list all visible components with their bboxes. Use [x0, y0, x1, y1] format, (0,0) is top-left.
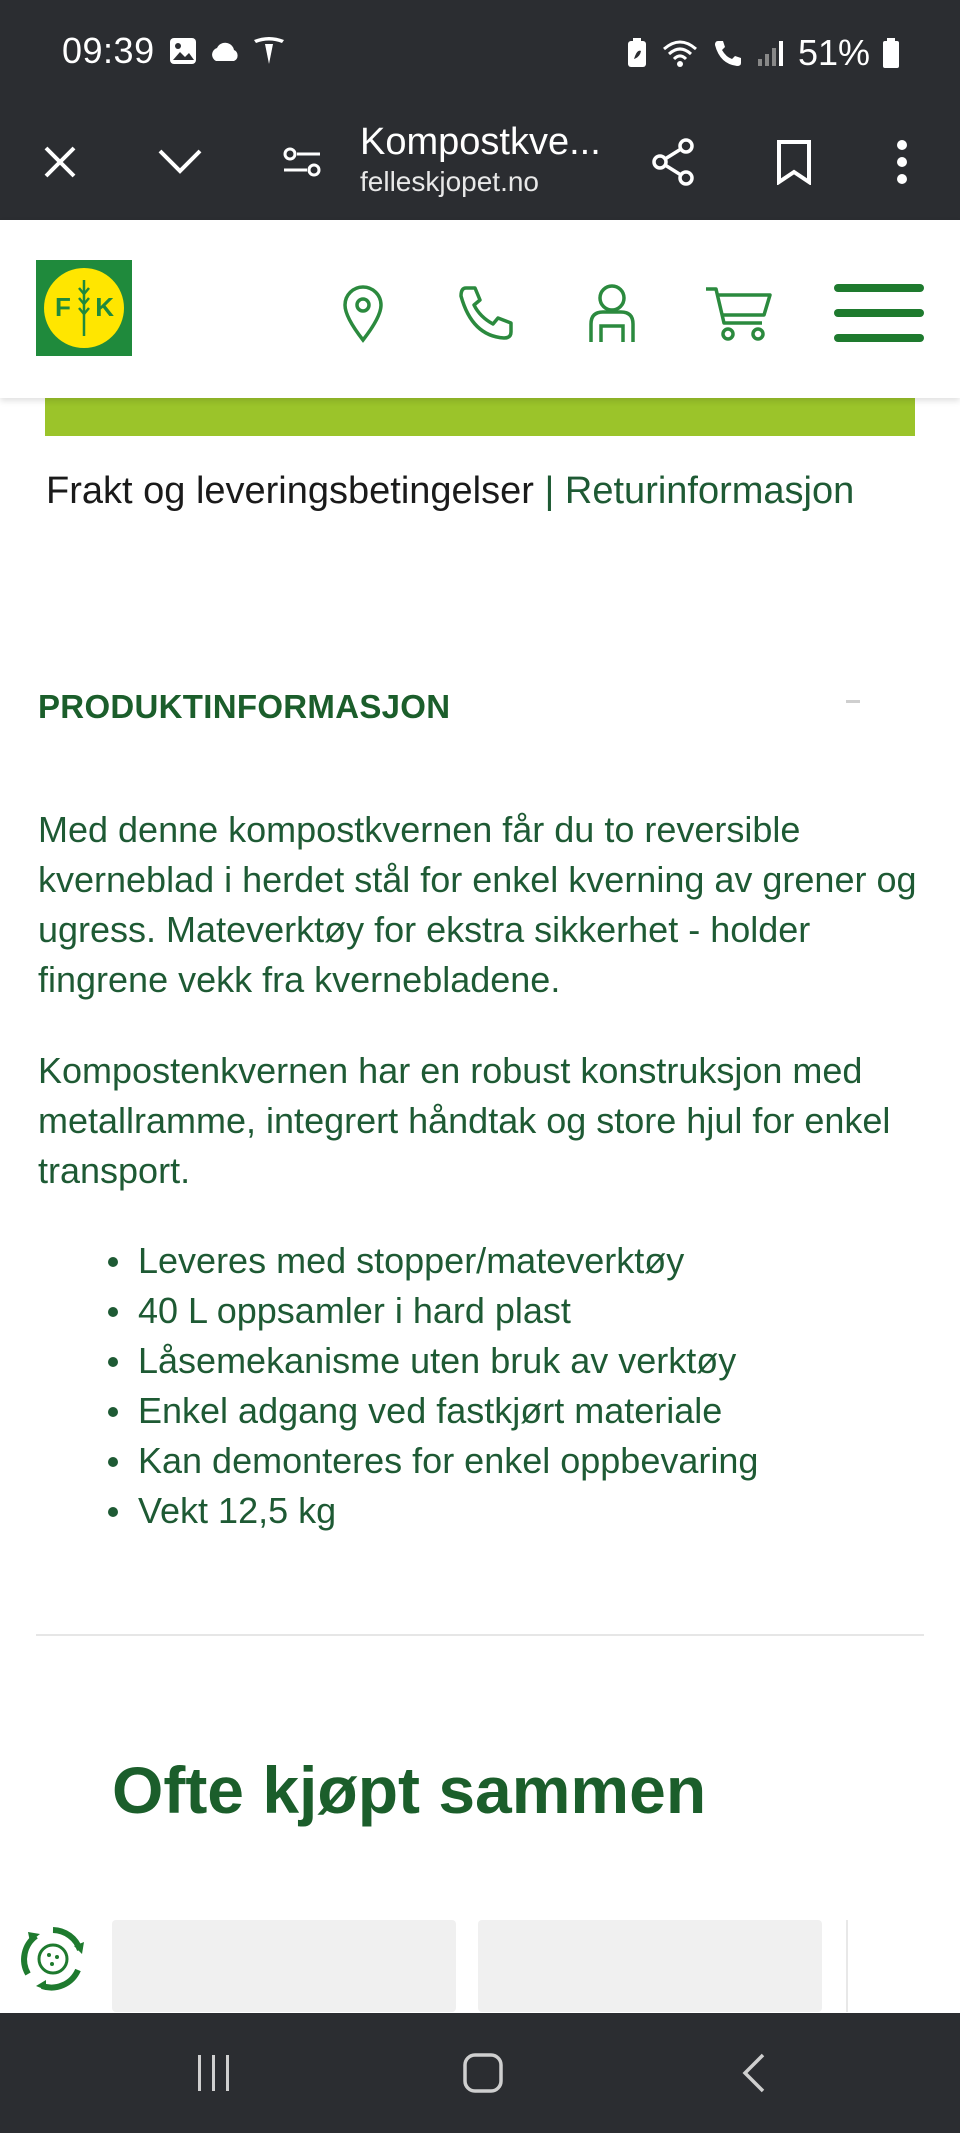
status-time: 09:39 — [62, 30, 155, 71]
account-button[interactable] — [577, 278, 647, 348]
list-item: 40 L oppsamler i hard plast — [100, 1286, 758, 1336]
page-title: Kompostkve... — [360, 122, 601, 162]
battery-percent: 51% — [797, 32, 870, 73]
list-item: Enkel adgang ved fastkjørt materiale — [100, 1386, 758, 1436]
logo-letter-f: F — [55, 292, 71, 322]
browser-toolbar — [0, 104, 960, 220]
recent-apps-icon — [194, 2053, 234, 2093]
product-card[interactable] — [478, 1920, 822, 2012]
close-icon — [40, 142, 80, 182]
back-button[interactable] — [714, 2037, 794, 2109]
wheat-icon — [77, 280, 91, 336]
cart-icon — [704, 283, 774, 343]
list-item: Leveres med stopper/mateverktøy — [100, 1236, 758, 1286]
store-locator-button[interactable] — [328, 278, 398, 348]
home-button[interactable] — [443, 2037, 523, 2109]
logo-letter-k: K — [95, 292, 114, 322]
battery-saver-icon — [626, 37, 648, 69]
chevron-down-icon — [157, 147, 203, 177]
collapse-icon[interactable] — [846, 700, 860, 703]
share-button[interactable] — [638, 126, 710, 198]
list-item: Låsemekanisme uten bruk av verktøy — [100, 1336, 758, 1386]
recycle-cookie-icon — [18, 1924, 88, 1994]
battery-icon — [882, 37, 900, 69]
home-icon — [461, 2051, 505, 2095]
add-to-cart-bar[interactable] — [45, 398, 915, 436]
tune-icon — [280, 142, 324, 182]
product-description-2: Kompostenkvernen har en robust konstruksjon med metallramme, integrert håndtak og store hjul for enkel transport. — [38, 1050, 891, 1191]
main-menu-button[interactable] — [834, 278, 924, 348]
cart-button[interactable] — [704, 278, 774, 348]
site-settings-button[interactable] — [266, 126, 338, 198]
user-icon — [587, 282, 637, 344]
signal-icon — [756, 39, 786, 67]
link-separator: | — [544, 470, 555, 512]
list-item: Kan demonteres for enkel oppbevaring — [100, 1436, 758, 1486]
site-header — [0, 220, 960, 398]
wifi-calling-icon — [712, 37, 744, 69]
share-icon — [650, 137, 698, 187]
bookmark-button[interactable] — [758, 126, 830, 198]
gallery-notification-icon — [168, 36, 198, 66]
page-domain: felleskjopet.no — [360, 166, 540, 197]
call-button[interactable] — [451, 278, 521, 348]
minimize-tab-button[interactable] — [144, 126, 216, 198]
cookie-settings-button[interactable] — [18, 1924, 88, 1994]
back-icon — [739, 2051, 769, 2095]
product-card[interactable] — [112, 1920, 456, 2012]
product-description-1: Med denne kompostkvernen får du to reversible kverneblad i herdet stål for enkel kverning av grener og ugress. Mateverktøy for ekstra sikkerhet - holder fingrene vekk fra kvernebladene. — [38, 809, 917, 1000]
info-links — [46, 470, 854, 513]
recent-apps-button[interactable] — [174, 2037, 254, 2109]
more-vert-icon — [895, 139, 909, 185]
section-divider — [36, 1634, 924, 1636]
location-pin-icon — [339, 283, 387, 343]
cloud-icon — [208, 39, 242, 63]
hamburger-menu-icon — [834, 282, 924, 344]
tesla-icon — [252, 36, 286, 66]
return-info-link[interactable]: Returinformasjon — [564, 470, 855, 512]
close-tab-button[interactable] — [24, 126, 96, 198]
shipping-terms-link[interactable]: Frakt og leveringsbetingelser — [46, 470, 534, 512]
list-item: Vekt 12,5 kg — [100, 1486, 758, 1536]
system-nav-bar — [0, 2013, 960, 2133]
logo-emblem — [44, 268, 124, 348]
wifi-icon — [660, 37, 700, 69]
phone-icon — [456, 284, 516, 342]
frequently-bought-heading: Ofte kjøpt sammen — [112, 1753, 707, 1827]
product-info-heading[interactable]: PRODUKTINFORMASJON — [38, 688, 451, 725]
feature-list — [100, 1236, 758, 1536]
more-options-button[interactable] — [866, 126, 938, 198]
bookmark-icon — [774, 139, 814, 185]
product-card[interactable] — [846, 1920, 960, 2012]
felleskjopet-logo[interactable] — [36, 260, 132, 356]
status-bar — [0, 0, 960, 104]
